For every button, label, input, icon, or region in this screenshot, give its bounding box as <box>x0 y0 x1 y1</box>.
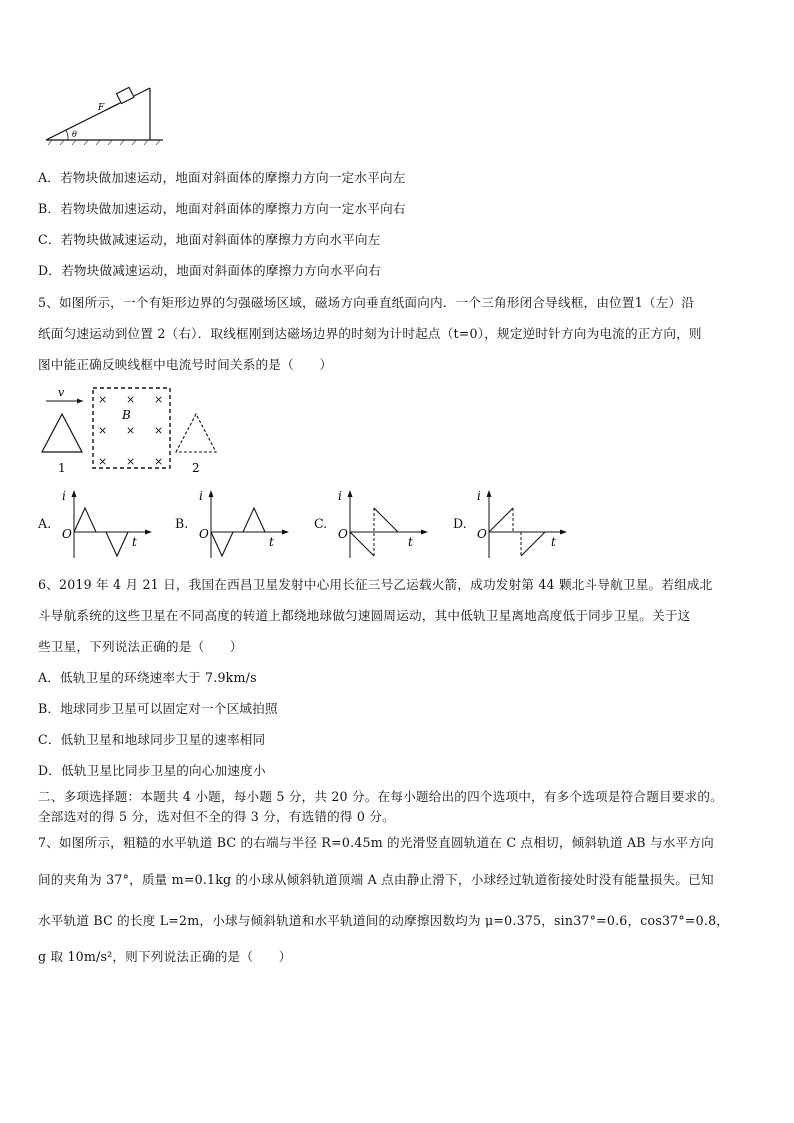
triangle-position-2 <box>176 414 216 452</box>
angle-label: θ <box>72 130 77 139</box>
field-label: B <box>122 408 131 422</box>
svg-text:×: × <box>98 393 108 406</box>
svg-text:O: O <box>477 527 487 541</box>
svg-text:i: i <box>477 489 481 503</box>
section2-heading-line1: 二、多项选择题：本题共 4 小题，每小题 5 分，共 20 分。在每小题给出的四个选项中，有多个选项是符合题目要求的。 <box>38 789 723 804</box>
q6-stem-line1: 6、2019 年 4 月 21 日，我国在西昌卫星发射中心用长征三号乙运载火箭，成功发射第 44 颗北斗导航卫星。若组成北 <box>38 577 713 592</box>
graph-c-letter: C. <box>314 516 328 531</box>
svg-text:t: t <box>132 535 137 549</box>
q7-stem-line1: 7、如图所示，粗糙的水平轨道 BC 的右端与半径 R=0.45m 的光滑竖直圆轨道在 C 点相切，倾斜轨道 AB 与水平方向 <box>38 835 714 850</box>
svg-text:×: × <box>98 455 108 468</box>
svg-text:×: × <box>154 393 164 406</box>
incline-figure <box>38 80 168 150</box>
q4-option-c: C．若物块做减速运动，地面对斜面体的摩擦力方向水平向左 <box>38 232 381 247</box>
svg-text:×: × <box>126 455 136 468</box>
svg-text:O: O <box>62 527 72 541</box>
force-arrow <box>106 104 118 110</box>
svg-text:O: O <box>199 527 209 541</box>
q4-option-d: D．若物块做减速运动，地面对斜面体的摩擦力方向水平向右 <box>38 263 381 278</box>
velocity-label: v <box>58 386 65 399</box>
q7-stem-line4: g 取 10m/s²，则下列说法正确的是（ ） <box>38 949 292 964</box>
graph-a-letter: A. <box>38 516 52 531</box>
svg-text:×: × <box>126 393 136 406</box>
q6-stem-line2: 斗导航系统的这些卫星在不同高度的转道上都绕地球做匀速圆周运动，其中低轨卫星离地高度低于同步卫星。关于这 <box>38 608 691 623</box>
magnetic-field-figure <box>38 384 228 479</box>
q4-option-a: A．若物块做加速运动，地面对斜面体的摩擦力方向一定水平向左 <box>38 170 406 185</box>
q6-stem-line3: 些卫星，下列说法正确的是（ ） <box>38 639 243 654</box>
svg-text:t: t <box>551 535 556 549</box>
q4-option-b: B．若物块做加速运动，地面对斜面体的摩擦力方向一定水平向右 <box>38 201 406 216</box>
q6-option-c: C．低轨卫星和地球同步卫星的速率相同 <box>38 732 266 747</box>
block <box>117 87 134 103</box>
svg-text:×: × <box>126 424 136 437</box>
q6-option-d: D．低轨卫星比同步卫星的向心加速度小 <box>38 763 266 778</box>
svg-text:t: t <box>269 535 274 549</box>
field-crosses <box>98 393 163 468</box>
angle-arc <box>66 130 68 140</box>
svg-text:i: i <box>62 489 66 503</box>
triangle-position-1 <box>42 414 82 452</box>
q6-option-a: A．低轨卫星的环绕速率大于 7.9km/s <box>38 670 257 685</box>
force-label: F <box>98 103 105 113</box>
graph-c-plot <box>334 488 434 563</box>
q6-option-b: B．地球同步卫星可以固定对一个区域拍照 <box>38 701 278 716</box>
q5-stem-line2: 纸面匀速运动到位置 2（右）．取线框刚到达磁场边界的时刻为计时起点（t=0），规定逆时针方向为电流的正方向，则 <box>38 326 702 341</box>
graph-b-letter: B. <box>175 516 189 531</box>
graph-d-letter: D. <box>453 516 467 531</box>
svg-text:i: i <box>199 489 203 503</box>
hatching <box>48 140 160 145</box>
graph-d-plot <box>473 488 573 563</box>
svg-text:×: × <box>154 455 164 468</box>
q7-stem-line2: 间的夹角为 37°，质量 m=0.1kg 的小球从倾斜轨道顶端 A 点由静止滑下，小球经过轨道衔接处时没有能量损失。已知 <box>38 872 714 887</box>
q5-stem-line3: 图中能正确反映线框中电流号时间关系的是（ ） <box>38 357 333 372</box>
svg-text:i: i <box>338 489 342 503</box>
section2-heading-line2: 全部选对的得 5 分，选对但不全的得 3 分，有选错的得 0 分。 <box>38 809 395 824</box>
svg-text:t: t <box>408 535 413 549</box>
q7-stem-line3: 水平轨道 BC 的长度 L=2m，小球与倾斜轨道和水平轨道间的动摩擦因数均为 μ=0.375，sin37°=0.6，cos37°=0.8， <box>38 913 730 928</box>
svg-text:×: × <box>154 424 164 437</box>
graph-a-plot <box>58 488 158 563</box>
svg-text:×: × <box>98 424 108 437</box>
svg-text:O: O <box>338 527 348 541</box>
graph-b-plot <box>195 488 295 563</box>
q5-stem-line1: 5、如图所示，一个有矩形边界的匀强磁场区域，磁场方向垂直纸面向内．一个三角形闭合导线框，由位置1（左）沿 <box>38 295 695 310</box>
position-1-label: 1 <box>58 461 66 475</box>
position-2-label: 2 <box>192 461 200 475</box>
